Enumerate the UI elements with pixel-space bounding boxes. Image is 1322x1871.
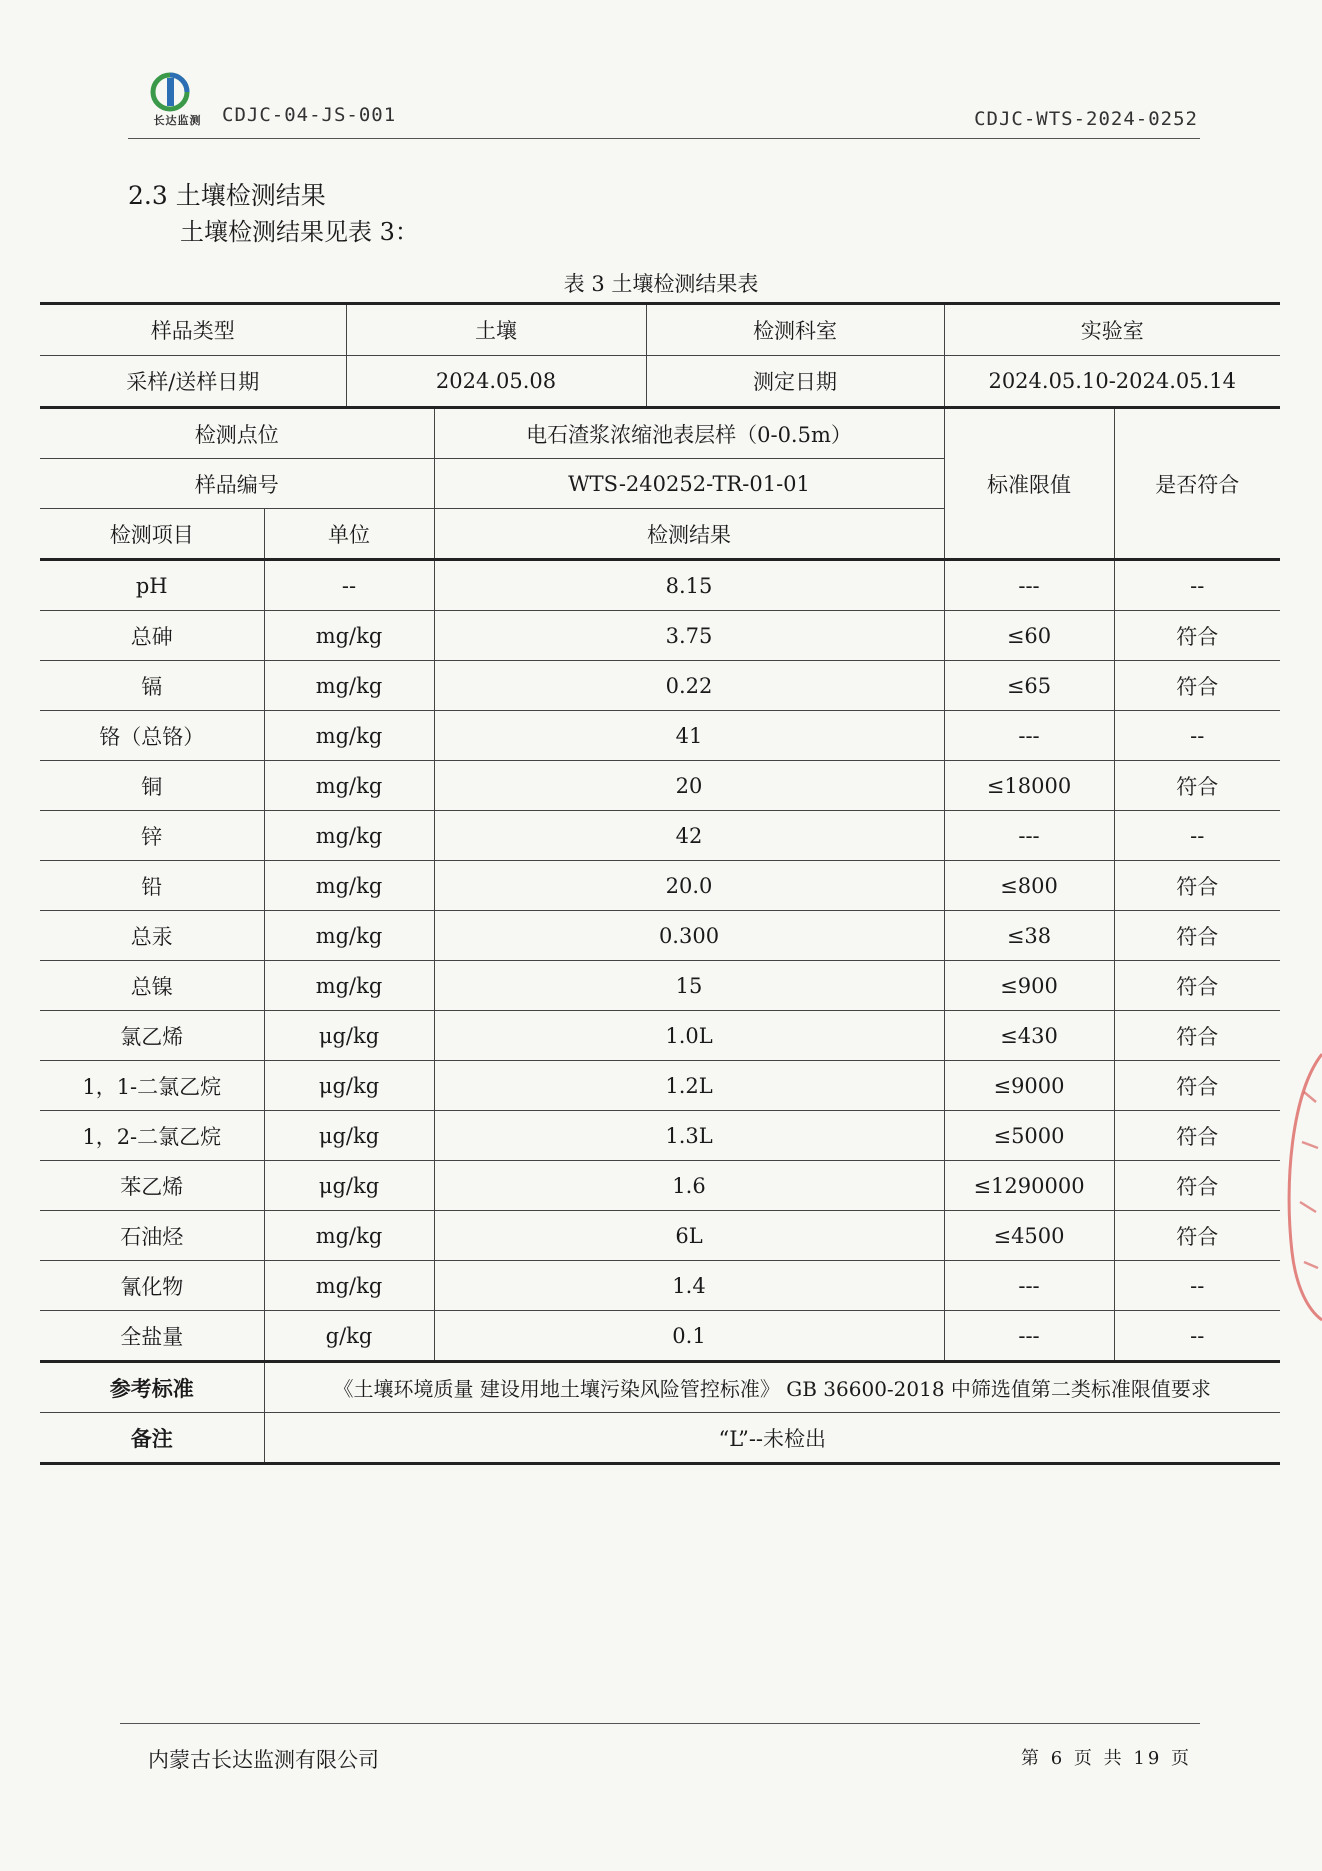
result-cell: 6L [434,1211,944,1261]
result-cell: 41 [434,711,944,761]
section-title: 2.3 土壤检测结果 [128,181,326,210]
comply-cell: -- [1114,811,1280,861]
unit-cell: μg/kg [264,1111,434,1161]
item-cell: 总汞 [40,911,264,961]
note-text: “L”--未检出 [264,1413,1280,1464]
limit-cell: ≤18000 [944,761,1114,811]
table-row [40,1061,1280,1111]
table-row [40,1111,1280,1161]
item-cell: 总砷 [40,611,264,661]
item-cell: 氯乙烯 [40,1011,264,1061]
comply-cell: 符合 [1114,961,1280,1011]
report-number: CDJC-WTS-2024-0252 [974,108,1198,130]
result-cell: 20 [434,761,944,811]
item-cell: 铬（总铬） [40,711,264,761]
limit-cell: --- [944,560,1114,611]
comply-cell: 符合 [1114,1061,1280,1111]
sampling-date-value: 2024.05.08 [346,356,646,408]
table-row [40,761,1280,811]
unit-cell: μg/kg [264,1161,434,1211]
document-code: CDJC-04-JS-001 [222,104,397,126]
page-number: 第 6 页 共 19 页 [1021,1748,1192,1769]
item-cell: 苯乙烯 [40,1161,264,1211]
unit-cell: mg/kg [264,811,434,861]
table-row [40,1261,1280,1311]
comply-cell: 符合 [1114,661,1280,711]
result-cell: 1.6 [434,1161,944,1211]
limit-cell: ≤9000 [944,1061,1114,1111]
result-cell: 1.3L [434,1111,944,1161]
test-date-label: 测定日期 [646,356,944,408]
unit-cell: mg/kg [264,661,434,711]
table-row [40,711,1280,761]
comply-cell: -- [1114,1261,1280,1311]
comply-cell: 符合 [1114,911,1280,961]
unit-cell: mg/kg [264,861,434,911]
result-cell: 15 [434,961,944,1011]
result-cell: 1.0L [434,1011,944,1061]
sample-type-label: 样品类型 [40,304,346,356]
result-cell: 0.22 [434,661,944,711]
table-row [40,1311,1280,1362]
result-cell: 3.75 [434,611,944,661]
table-row [40,1011,1280,1061]
unit-cell: μg/kg [264,1011,434,1061]
table-row [40,961,1280,1011]
sample-type-value: 土壤 [346,304,646,356]
note-label: 备注 [40,1413,264,1464]
limit-cell: ≤60 [944,611,1114,661]
limit-cell: ≤1290000 [944,1161,1114,1211]
item-cell: 总镍 [40,961,264,1011]
sampling-date-label: 采样/送样日期 [40,356,346,408]
unit-cell: mg/kg [264,761,434,811]
unit-cell: -- [264,560,434,611]
item-cell: 全盐量 [40,1311,264,1362]
soil-results-table [40,302,1280,1465]
limit-cell: ≤430 [944,1011,1114,1061]
unit-cell: mg/kg [264,711,434,761]
limit-cell: ≤38 [944,911,1114,961]
reference-label: 参考标准 [40,1362,264,1413]
comply-cell: 符合 [1114,1161,1280,1211]
item-header: 检测项目 [40,509,264,560]
item-cell: 铜 [40,761,264,811]
result-cell: 42 [434,811,944,861]
item-cell: 锌 [40,811,264,861]
result-header: 检测结果 [434,509,944,560]
result-cell: 20.0 [434,861,944,911]
point-label: 检测点位 [40,408,434,459]
point-value: 电石渣浆浓缩池表层样（0-0.5m） [434,408,944,459]
comply-cell: 符合 [1114,1111,1280,1161]
unit-cell: mg/kg [264,911,434,961]
limit-cell: --- [944,811,1114,861]
unit-cell: μg/kg [264,1061,434,1111]
section-intro: 土壤检测结果见表 3： [180,218,419,246]
comply-cell: -- [1114,560,1280,611]
unit-cell: mg/kg [264,1261,434,1311]
limit-cell: --- [944,711,1114,761]
logo-text: 长达监测 [153,114,202,127]
header-divider [128,138,1200,139]
comply-cell: 符合 [1114,1011,1280,1061]
table-row [40,611,1280,661]
note-row [40,1413,1280,1464]
table-row [40,560,1280,611]
unit-header: 单位 [264,509,434,560]
unit-cell: mg/kg [264,611,434,661]
limit-cell: ≤5000 [944,1111,1114,1161]
result-cell: 0.300 [434,911,944,961]
test-date-value: 2024.05.10-2024.05.14 [944,356,1280,408]
limit-cell: ≤65 [944,661,1114,711]
limit-cell: --- [944,1311,1114,1362]
comply-cell: -- [1114,711,1280,761]
table-row [40,661,1280,711]
item-cell: pH [40,560,264,611]
footer-divider [120,1723,1200,1724]
unit-cell: g/kg [264,1311,434,1362]
result-cell: 1.4 [434,1261,944,1311]
sample-no-label: 样品编号 [40,459,434,509]
comply-header: 是否符合 [1114,408,1280,560]
lab-value: 实验室 [944,304,1280,356]
item-cell: 镉 [40,661,264,711]
unit-cell: mg/kg [264,961,434,1011]
limit-cell: ≤4500 [944,1211,1114,1261]
point-row [40,408,1280,459]
result-cell: 0.1 [434,1311,944,1362]
unit-cell: mg/kg [264,1211,434,1261]
lab-label: 检测科室 [646,304,944,356]
limit-cell: ≤900 [944,961,1114,1011]
table-row [40,1211,1280,1261]
item-cell: 1，2-二氯乙烷 [40,1111,264,1161]
item-cell: 氰化物 [40,1261,264,1311]
result-cell: 1.2L [434,1061,944,1111]
sample-no-value: WTS-240252-TR-01-01 [434,459,944,509]
item-cell: 铅 [40,861,264,911]
comply-cell: 符合 [1114,1211,1280,1261]
table-row [40,861,1280,911]
meta-row-1 [40,304,1280,356]
result-cell: 8.15 [434,560,944,611]
reference-text: 《土壤环境质量 建设用地土壤污染风险管控标准》 GB 36600-2018 中筛选值第二类标准限值要求 [264,1362,1280,1413]
item-cell: 石油烃 [40,1211,264,1261]
table-caption: 表 3 土壤检测结果表 [563,272,759,296]
limit-cell: ≤800 [944,861,1114,911]
limit-cell: --- [944,1261,1114,1311]
limit-header: 标准限值 [944,408,1114,560]
table-row [40,811,1280,861]
comply-cell: 符合 [1114,611,1280,661]
table-row [40,911,1280,961]
comply-cell: 符合 [1114,761,1280,811]
meta-row-2 [40,356,1280,408]
company-name: 内蒙古长达监测有限公司 [148,1748,379,1772]
comply-cell: 符合 [1114,861,1280,911]
seal-stamp-fragment [1282,1052,1322,1322]
table-row [40,1161,1280,1211]
comply-cell: -- [1114,1311,1280,1362]
item-cell: 1，1-二氯乙烷 [40,1061,264,1111]
reference-row [40,1362,1280,1413]
